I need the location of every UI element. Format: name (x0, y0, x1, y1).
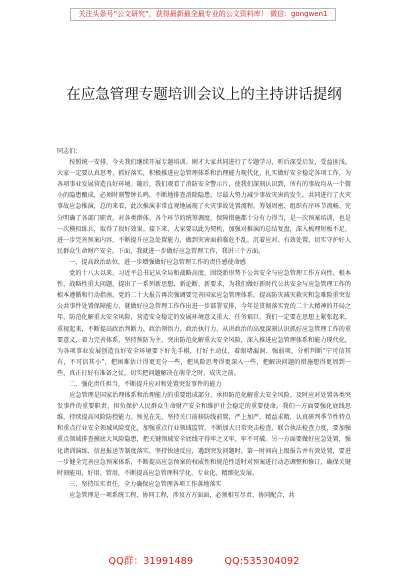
paragraph-section-3: 应急管理是一项系统工程、协同工程，涉及方方面面，必须相互尽责、协同配合，共 (69, 491, 295, 499)
section-heading-2: 二、强化责任担当，不断提升应对和处置突发事件的能力 (69, 380, 222, 388)
document-body (57, 146, 351, 501)
salutation: 同志们： (57, 148, 82, 155)
paragraph-section-2: 应急管理是国家治理体系和治理能力的重要组成部分，承担防范化解重大安全风险、及时应对处置各类突发事件的重要职责，担负保护人民群众生命财产安全和维护社会稳定的重要使命。我们一方面要强化底线思维，持续提高风险防控能力。预见在先，坚持关口前移防线前置，严上加严、精益求精，认真研判季节性特点和重点行业安全领域风险变化，加强重点行业领域监管，不断加大日常突击检查、联合执法检查力度，要加强重点领域排查摸底大风险隐患，把关键领域安全底线守得牢之又牢、牢不可破。另一方面要做好应急处置，强化诸训演练、信息报送等制度落实，坚持快速反应，遇到突发问题时，第一时间向上级报告并有效处置，要进一步健全完善应急预案体系，不断提高应急预案的权威性和规范性适时对预案进行动态调整和修订，确保关键时刻能用、好用、管用，不断提高应急管理科学化、专业化、精细化发展。 (57, 392, 351, 477)
contact-footer (0, 553, 408, 567)
paragraph-intro: 按照统一安排，今天我们继续开展专题培训。刚才大家共同进行了专题学习，听后深受启发、受益匪浅。大家一定要认真思考、抓好落实，积极推进应急管理体系和治理能力现代化，扎实做好安全稳定各项工作，为各项事业发展营造良好环境。随后，我们观看了消防安全警示片，使我们深刻认识到，所有的事故均从一个微小的隐患酿成，必须时刻警钟长鸣，不断地排查消除隐患，尽最大努力减少事故灾害的发生。共同进行了火灾事故应急推演，总的来看，此次推演非常直观地展现了火灾事故处置流程，筹划周密、组织有序环节流畅、充分明确了各部门职责，对各类群体、各个环节的统筹调度，保障措施都十分有力得当，是一次预案培训，也是一次模拟练兵，取得了很好效果。接下来，大家要以此为契机，加强对推演的总结复盘，深入梳理短板不足，进一步完善预案内容，不断提升应急处置能力，做到灾害面前临危不乱、沉着应对、有效处置，切实守护好人民群众生命财产安全。下面，我就进一步做好应急管理工作，我讲三个方面。 (57, 159, 351, 255)
promo-banner[interactable] (70, 8, 336, 21)
promo-banner-text: 关注头条号“公文研究”，获得最新最全最专业的公文资料库！ 微信：gongwen1 (78, 10, 328, 18)
section-heading-1: 一、提高政治站位，进一步增强做好应急管理工作的责任感使命感 (69, 258, 246, 266)
document-title: 在应急管理专题培训会议上的主持讲话提纲 (66, 87, 342, 103)
qq-contact-number: QQ:535304092 (224, 556, 300, 567)
qq-group-number: QQ群：31991489 (108, 556, 194, 567)
paragraph-section-1: 党的十八大以来，习近平总书记从全局和战略高度，围绕新形势下公共安全与应急管理工作方向性、根本性、战略性重大问题，提出了一系列新思想、新论断、新要求，为我们做好新时代公共安全与应急管理工作的根本遵循和行动指南。党的二十大报告再次强调要完善国家应急管理体系，提高防灾减灾救灾和急难险重突发公共事件处置保障能力，就做好应急管理工作作出进一步部署安排，今年是贯彻落实党的二十大精神的开局之年，防范化解重大安全风险，营造安全稳定的发展环境意义重大、任务艰巨，我们一定要在思想上紧张起来，重视起来，不断提高政治判断力、政治领悟力、政治执行力，从讲政治的高度深刻认识抓好应急管理工作的重要意义，着力完善体系，坚持预防为主，突出防范化解重大安全风险，深入推进应急管理体系和能力现代化，为各项事业发展创造良好安全环境要下好先手棋，打好主动仗，着眼堵漏洞、强弱项，分析判断“宁可信其有，不可信其小”，把困难估计得更充分一些，把风险思考得更深入一些，把解决问题的措施想得更周到一些，真正打好有准备之仗，切实把问题解决在萌芽之时，成灾之前。 (57, 270, 351, 377)
section-heading-3: 三、坚持压实责任，全力确保应急管理各项工作落地落实 (69, 480, 222, 488)
